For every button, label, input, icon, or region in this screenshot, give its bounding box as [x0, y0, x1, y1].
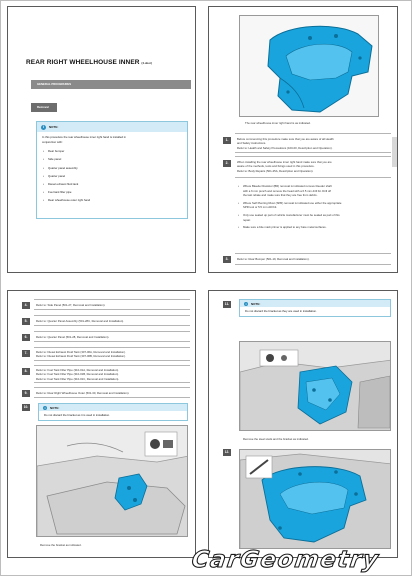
bullet-line: the last rebate and make sure that they are free from debris. [243, 193, 318, 198]
cargeometry-logo [186, 545, 406, 573]
list-item: • Rear wheelhouse outer right hand [48, 196, 182, 204]
step-number: 11. [224, 302, 230, 306]
step-line: When installing the rear wheelhouse inner right hand make sure that you are [237, 160, 332, 164]
step-row-8 [24, 365, 190, 383]
step-text: Refer to: Rear Bumper (501-19, Removal and Installation). [237, 257, 310, 261]
wheelhouse-removal-drawing [240, 450, 391, 549]
step-number: 3. [223, 256, 231, 263]
step-number: 7. [22, 350, 30, 357]
step-text: Refer to: Quarter Panel Assembly (501-28C, Removal and Installation). [36, 319, 124, 323]
step-number: 2. [223, 160, 231, 167]
step-text: Refer to: Quarter Panel (501-28, Removal and Installation). [36, 335, 110, 339]
logo-wordmark [186, 545, 406, 573]
note-box [36, 121, 188, 219]
step-line: Refer to: Fuel Tank Filler Pipe (310-01B, Removal and Installation). [36, 372, 119, 377]
page-edge-tab [392, 137, 397, 167]
step-line: Refer to: Health and Safety Precautions (100-00, Description and Operation). [237, 145, 333, 150]
wheelhouse-removal-illustration [239, 449, 391, 549]
note-line: conjunction with: [42, 139, 63, 144]
step-line: and Safety instructions. [237, 141, 267, 146]
bullet-line: with a 6 mm punch and remove the head with a 6.5 mm drill bit. Drill off [243, 188, 331, 193]
warning-bullets [235, 182, 391, 252]
step-number: 8. [22, 368, 30, 375]
list-item: • Quarter panel [48, 172, 182, 180]
note-box [239, 299, 391, 317]
title-text: REAR RIGHT WHEELHOUSE INNER [26, 59, 140, 66]
step-row-1 [225, 133, 391, 153]
step-number: 1. [223, 137, 231, 144]
step-text: Refer to: Rear Right Wheelhouse Outer (501-30, Removal and Installation). [36, 391, 130, 395]
step-text [36, 368, 119, 381]
bullet-line: repair. [243, 217, 251, 222]
note-header [37, 122, 187, 132]
step-row-5 [24, 315, 190, 326]
bullet-line: SPR tool or 5.5 mm drill bit. [243, 205, 278, 210]
step-text: Refer to: Side Panel (501-27, Removal and Installation). [36, 303, 106, 307]
step-number: 4. [22, 302, 30, 309]
note-box [38, 403, 188, 421]
note-line: In this procedure the rear wheelhouse inner right hand is installed in [42, 135, 126, 139]
bracket-drawing [37, 426, 188, 537]
step-line: aware of the methods, tools and fixings used in this procedure. [237, 164, 315, 169]
note-label: NOTE: [251, 301, 261, 306]
list-item: • Fuel tank filler pipe [48, 188, 182, 196]
info-icon: i [41, 125, 46, 130]
step-line: Refer to: Body Repairs (501-25A, Description and Operation). [237, 168, 314, 173]
step-line: Refer to: Diesel Exhaust Fluid Tank (307-06B, Removal and Installation). [36, 354, 126, 359]
step-text [237, 137, 334, 150]
note-text: Do not discard the bracket as they are used in installation. [245, 309, 317, 313]
bullet-line: • Only use sealed up part of vehicle manufacturer must be sealed as part of this [243, 213, 341, 218]
step-row-4 [24, 299, 190, 310]
step-number: 9. [22, 390, 30, 397]
step-line: Refer to: Fuel Tank Filler Pipe (310-01A, Removal and Installation). [36, 368, 119, 372]
note-text: Do not discard the bracket as it is used in installation. [44, 413, 110, 417]
wheelhouse-part-drawing [240, 16, 379, 117]
wheelhouse-illustration [239, 15, 379, 117]
list-item: • Quarter panel assembly [48, 164, 182, 172]
step-line: Refer to: Diesel Exhaust Fluid Tank (307-06A, Removal and Installation). [36, 350, 126, 354]
list-item: • Rear bumper [48, 147, 182, 155]
bullet-list [243, 184, 341, 230]
step-row-6 [24, 331, 190, 342]
step-row-9 [24, 387, 190, 398]
step-line: Before commencing this procedure make sure that you are aware of all Health [237, 137, 334, 141]
document-page-2 [208, 6, 398, 273]
step-row-2 [225, 156, 391, 178]
section-bar-general: GENERAL PROCEDURES [31, 80, 191, 89]
document-page-1 [7, 6, 196, 273]
note-label: NOTE: [50, 405, 60, 410]
note-label: NOTE: [49, 125, 59, 129]
document-page-4 [208, 290, 398, 558]
bullet-line: • Where Self Piercing Rivet (SPR) removal is indicated use either the appropriate [243, 201, 341, 206]
document-page-3 [7, 290, 196, 558]
step-row-7 [24, 347, 190, 361]
step-number: 12. [224, 450, 230, 454]
figure-caption: The rear wheelhouse inner right hand is as indicated. [245, 121, 311, 125]
step-row-3 [225, 253, 391, 265]
step-line: Refer to: Fuel Tank Filler Pipe (310-01C, Removal and Installation). [36, 376, 120, 381]
figure-caption: Remove the bracket as indicated. [40, 543, 82, 547]
list-item: • Diesel exhaust fluid tank [48, 180, 182, 188]
section-bar-removal: Removal [31, 103, 57, 112]
list-item: • Side panel [48, 155, 182, 163]
step-text [237, 160, 332, 173]
bullet-line: • Make sure a bite mark primer is applied to any bare metal surfaces. [243, 225, 341, 230]
bracket-illustration [36, 425, 188, 537]
note-header [240, 300, 390, 307]
page-title [26, 59, 152, 66]
note-body [37, 132, 187, 208]
studs-bracket-drawing [240, 342, 391, 431]
info-icon: i [44, 405, 46, 410]
step-text [36, 350, 126, 359]
step-number: 6. [22, 334, 30, 341]
step-number: 10. [23, 405, 29, 409]
title-suffix: (4-door) [141, 62, 153, 65]
note-header [39, 404, 187, 411]
studs-bracket-illustration [239, 341, 391, 431]
info-icon: i [245, 301, 247, 306]
svg-text:CarGeometry: CarGeometry [190, 547, 382, 573]
figure-caption: Remove the steel studs and the bracket as indicated. [243, 437, 309, 441]
step-number: 5. [22, 318, 30, 325]
bullet-line: • Where Bleeder Resistor (BR) removal is indicated remove bleeder shaft [243, 184, 341, 189]
